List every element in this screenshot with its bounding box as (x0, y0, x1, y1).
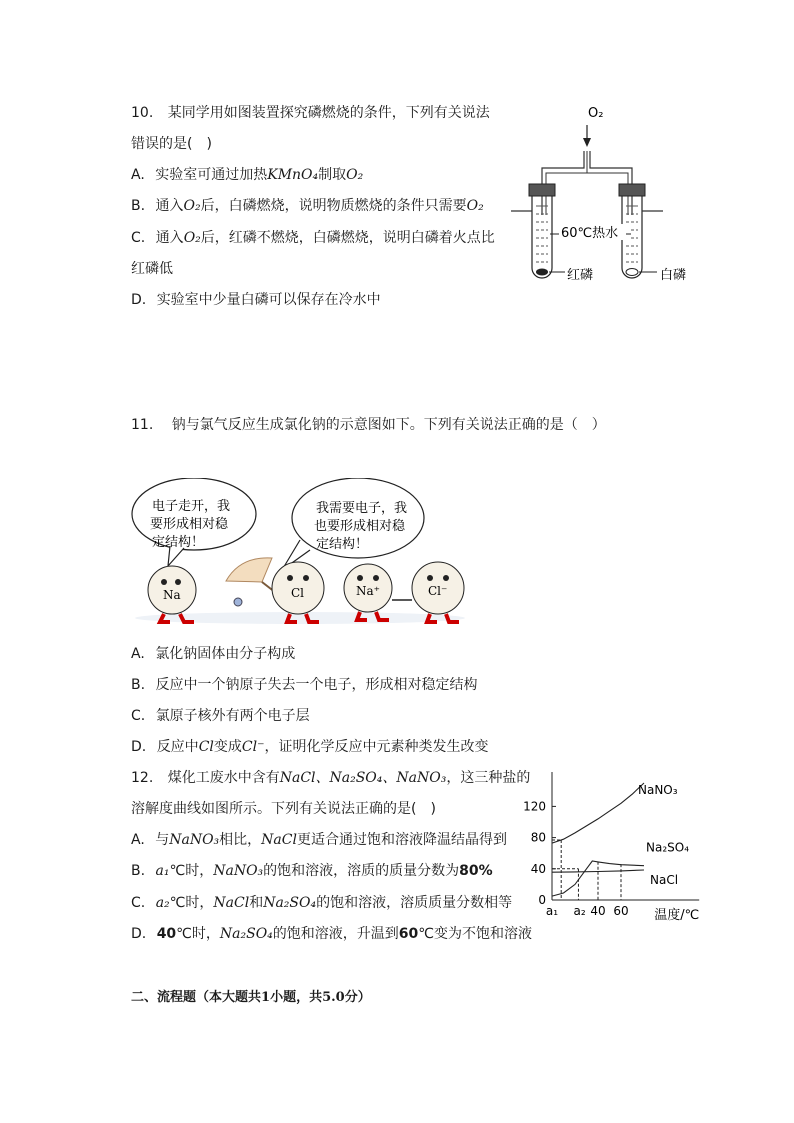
q12-stem-line2: 溶解度曲线如图所示。下列有关说法正确的是( ) (131, 801, 436, 817)
red-phosphorus-label: 红磷 (567, 268, 594, 283)
q10-number: 10. (131, 105, 154, 121)
q11-option-a[interactable]: A. 氯化钠固体由分子构成 (131, 646, 296, 662)
series-label: NaNO₃ (638, 783, 678, 797)
q12-option-b[interactable]: B. a₁℃时，NaNO₃的饱和溶液，溶质的质量分数为80% (131, 863, 493, 879)
x-tick-label: 60 (613, 904, 629, 918)
svg-text:定结构！: 定结构！ (316, 537, 369, 552)
q11-option-d[interactable]: D. 反应中Cl变成Cl⁻，证明化学反应中元素种类发生改变 (131, 739, 489, 755)
stopper-right (619, 184, 645, 196)
q10-option-c[interactable]: C. 通入O₂后，红磷不燃烧，白磷燃烧，说明白磷着火点比 (131, 230, 495, 246)
q12-option-d[interactable]: D. 40℃时，Na₂SO₄的饱和溶液，升温到60℃变为不饱和溶液 (131, 926, 533, 942)
svg-text:要形成相对稳: 要形成相对稳 (150, 517, 229, 532)
q12-option-c[interactable]: C. a₂℃时，NaCl和Na₂SO₄的饱和溶液，溶质质量分数相等 (131, 895, 513, 911)
x-axis-label: 温度/℃ (654, 908, 700, 923)
q11-option-b[interactable]: B. 反应中一个钠原子失去一个电子，形成相对稳定结构 (131, 677, 478, 693)
hot-water-label: 60℃热水 (561, 226, 619, 241)
net (226, 558, 272, 582)
white-phosphorus-label: 白磷 (660, 268, 687, 283)
q12-solubility-chart (515, 770, 730, 930)
series-line-NaCl (552, 870, 644, 872)
svg-text:电子走开，我: 电子走开，我 (152, 499, 231, 514)
o2-label: O₂ (588, 106, 604, 121)
q10-stem-line1 (131, 103, 490, 123)
svg-text:我需要电子，我: 我需要电子，我 (316, 501, 408, 516)
series-label: NaCl (650, 873, 679, 888)
y-tick-label: 40 (530, 861, 546, 876)
q11-cartoon-figure (130, 478, 480, 628)
y-tick-label: 0 (538, 893, 546, 907)
q10-stem-line2: 错误的是( ) (131, 136, 212, 152)
y-tick-label: 120 (523, 799, 546, 814)
q11-option-c[interactable]: C. 氯原子核外有两个电子层 (131, 708, 310, 724)
section2-title: 二、流程题（本大题共1小题，共5.0分） (131, 990, 371, 1005)
x-tick-label: 40 (590, 904, 606, 918)
x-tick-label: a₂ (573, 904, 586, 918)
cl-ion-label: Cl⁻ (428, 584, 448, 598)
stopper-left (529, 184, 555, 196)
q10-stem: 某同学用如图装置探究磷燃烧的条件，下列有关说法 (167, 105, 490, 121)
electron (234, 598, 242, 606)
svg-text:定结构！: 定结构！ (152, 535, 205, 550)
q10-option-d[interactable]: D. 实验室中少量白磷可以保存在冷水中 (131, 292, 381, 308)
q10-apparatus-figure (505, 100, 705, 290)
q11-stem: 钠与氯气反应生成氯化钠的示意图如下。下列有关说法正确的是（ ） (171, 417, 606, 433)
white-phosphorus (626, 269, 638, 276)
svg-text:也要形成相对稳: 也要形成相对稳 (314, 519, 406, 534)
q10-option-b[interactable]: B. 通入O₂后，白磷燃烧，说明物质燃烧的条件只需要O₂ (131, 198, 484, 214)
q12-option-a[interactable]: A. 与NaNO₃相比，NaCl更适合通过饱和溶液降温结晶得到 (131, 832, 507, 848)
y-tick-label: 80 (530, 830, 546, 845)
na-ion-label: Na⁺ (356, 584, 380, 598)
q11-stem-line (131, 415, 606, 435)
series-line-NaNO₃ (552, 783, 644, 843)
na-atom-label: Na (163, 588, 181, 602)
series-label: Na₂SO₄ (646, 840, 690, 855)
red-phosphorus (536, 269, 548, 276)
gas-tube-inner (546, 151, 628, 215)
cl-atom-label: Cl (291, 586, 305, 600)
q10-option-a[interactable]: A. 实验室可通过加热KMnO₄制取O₂ (131, 167, 364, 183)
o2-arrow-head (583, 138, 591, 147)
q12-number: 12. (131, 770, 154, 786)
q12-stem-line1: 12. 煤化工废水中含有NaCl、Na₂SO₄、NaNO₃，这三种盐的 (131, 770, 531, 786)
q10-option-c-cont: 红磷低 (131, 261, 173, 277)
q11-number: 11. (131, 417, 154, 433)
hot-water-left (536, 206, 548, 262)
x-tick-label: a₁ (545, 904, 559, 918)
